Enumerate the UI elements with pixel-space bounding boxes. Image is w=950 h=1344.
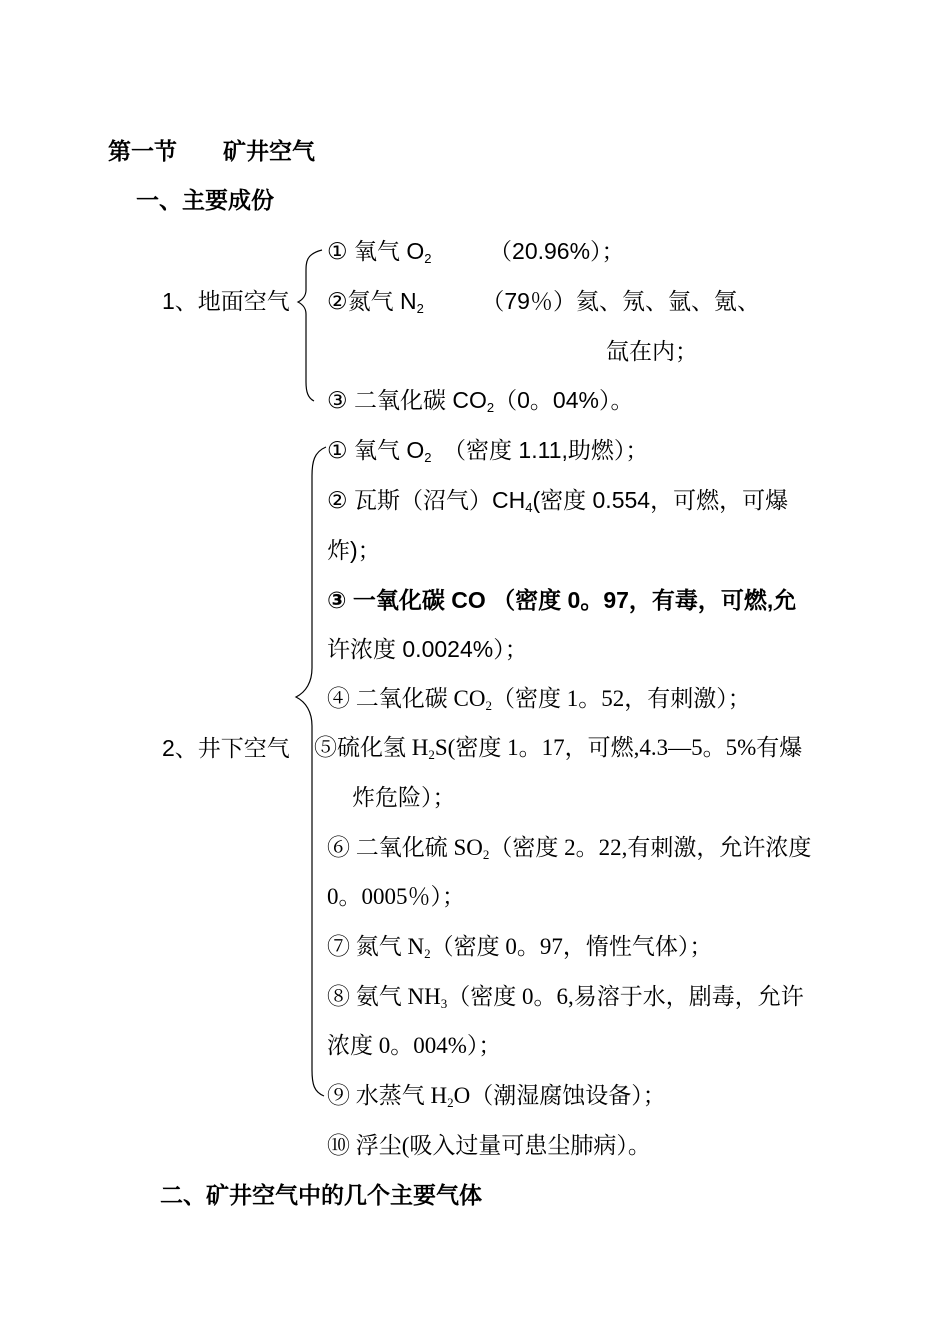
ug-item-dust: ⑩ 浮尘(吸入过量可患尘肺病）。	[327, 1133, 651, 1158]
ug-item-water-vapor: ⑨ 水蒸气 $H_2O$（潮湿腐蚀设备）；	[327, 1083, 666, 1110]
ug-item-h2s: ⑤硫化氢 $H_2S$(密度 1。17，可燃,4.3—5。5%有爆	[314, 735, 803, 762]
ug-item-co: ③ 一氧化碳 CO （密度 0。97，有毒，可燃,允	[327, 587, 797, 613]
ug-item-methane: ② 瓦斯（沼气）$CH_4$(密度 0.554，可燃，可爆	[327, 487, 789, 515]
ug-item-ammonia-cont: 浓度 0。004%）；	[327, 1033, 502, 1058]
ug-item-methane-cont: 炸)；	[327, 537, 381, 563]
underground-air-label: 2、井下空气	[162, 735, 290, 761]
surface-item-oxygen: ① 氧气 $O_2$ （20.96%）；	[327, 238, 625, 266]
ug-item-h2s-cont: 炸危险）；	[352, 785, 456, 810]
ug-item-nitrogen: ⑦ 氮气 $N_2$（密度 0。97，惰性气体）；	[327, 934, 713, 961]
heading-main-components: 一、主要成份	[136, 187, 274, 213]
surface-item-co2: ③ 二氧化碳 $CO_2(0$。04%）。	[327, 387, 634, 415]
heading-main-gases: 二、矿井空气中的几个主要气体	[160, 1182, 482, 1208]
surface-item-nitrogen-cont: 氙在内；	[606, 338, 698, 364]
ug-item-so2: ⑥ 二氧化硫 $SO_2$（密度 2。22,有刺激，允许浓度	[327, 835, 812, 862]
underground-brace	[296, 447, 326, 1096]
ug-item-oxygen: ① 氧气 $O_2$ （密度 1.11,助燃）；	[327, 437, 649, 465]
surface-brace	[298, 250, 322, 401]
ug-item-co2: ④ 二氧化碳 $CO_2$（密度 1。52，有刺激）；	[327, 686, 751, 713]
surface-item-nitrogen: ②氮气 $N_2$ （79％）氦、氖、氩、氪、	[327, 288, 760, 316]
section-title: 第一节 矿井空气	[108, 138, 315, 164]
ug-item-ammonia: ⑧ 氨气 $NH_3$（密度 0。6,易溶于水，剧毒，允许	[327, 984, 804, 1011]
ug-item-co-cont: 许浓度 0.0024%）；	[327, 636, 528, 662]
ug-item-so2-cont: 0。0005％）；	[327, 884, 465, 909]
surface-air-label: 1、地面空气	[162, 288, 290, 314]
